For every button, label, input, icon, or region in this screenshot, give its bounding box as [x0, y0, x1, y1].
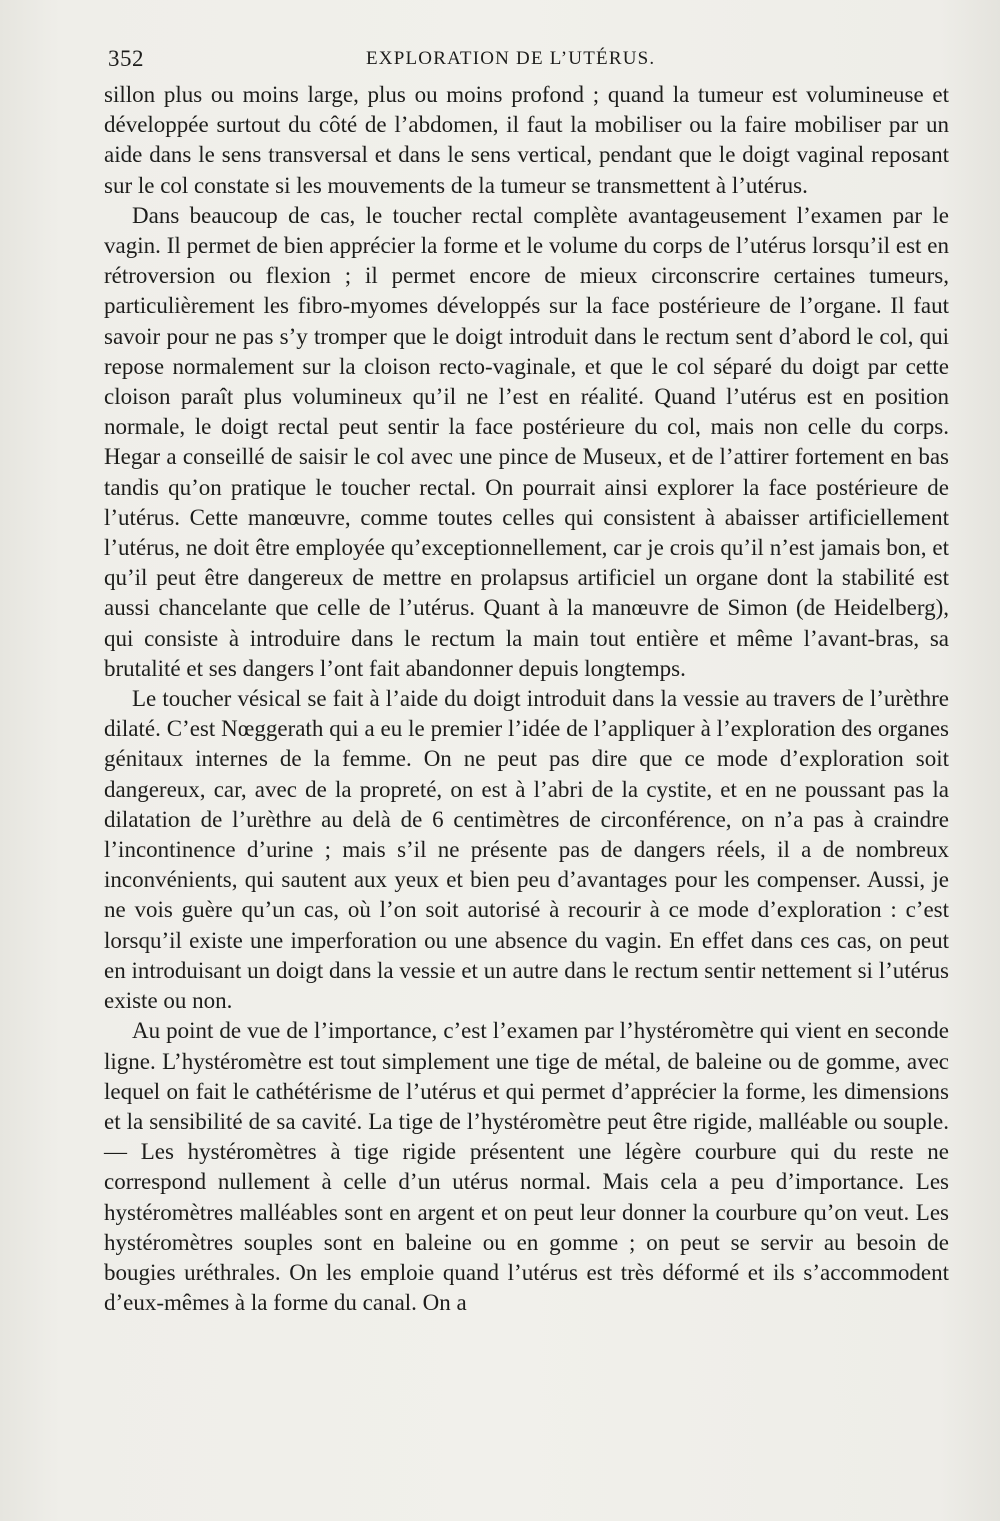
paragraph-vesical-exam: Le toucher vésical se fait à l’aide du doigt introduit dans la vessie au travers de l’urèthre dilaté. C’est Nœggerath qui a eu le premier l’idée de l’appliquer à l’exploration des organes génitaux internes de la femme. On ne peut pas dire que ce mode d’exploration soit dangereux, car, avec de la propreté, on est à l’abri de la cystite, et en ne poussant pas la dilatation de l’urèthre au delà de 6 centimètres de circonférence, on n’a pas à craindre l’incontinence d’urine ; mais s’il ne présente pas de dangers réels, il a de nombreux inconvénients, qui sautent aux yeux et bien peu d’avantages pour les compenser. Aussi, je ne vois guère qu’un cas, où l’on soit autorisé à recourir à ce mode d’exploration : c’est lorsqu’il existe une imperforation ou une absence du vagin. En effet dans ces cas, on peut en introduisant un doigt dans la vessie et un autre dans le rectum sentir nettement si l’utérus existe ou non.: [104, 686, 949, 1014]
page-header: [108, 46, 948, 76]
running-head: EXPLORATION DE L’UTÉRUS.: [366, 48, 656, 69]
page-number: 352: [108, 46, 144, 71]
paragraph-rectal-exam: Dans beaucoup de cas, le toucher rectal complète avantageusement l’examen par le vagin. Il permet de bien apprécier la forme et le volume du corps de l’utérus lorsqu’il est en rétroversion ou flexion ; il permet encore de mieux circonscrire certaines tumeurs, particulièrement les fibro-myomes développés sur la face postérieure de l’organe. Il faut savoir pour ne pas s’y tromper que le doigt introduit dans le rectum sent d’abord le col, qui repose normalement sur la cloison recto-vaginale, et que le col séparé du doigt par cette cloison paraît plus volumineux qu’il ne l’est en réalité. Quand l’utérus est en position normale, le doigt rectal peut sentir la face postérieure du col, mais non celle du corps. Hegar a conseillé de saisir le col avec une pince de Museux, et de l’attirer fortement en bas tandis qu’on pratique le toucher rectal. On pourrait ainsi explorer la face postérieure de l’utérus. Cette manœuvre, comme toutes celles qui consistent à abaisser artificiellement l’utérus, ne doit être employée qu’exceptionnellement, car je crois qu’il n’est jamais bon, et qu’il peut être dangereux de mettre en prolapsus artificiel un organe dont la stabilité est aussi chancelante que celle de l’utérus. Quant à la manœuvre de Simon (de Heidelberg), qui consiste à introduire dans le rectum la main tout entière et même l’avant-bras, sa brutalité et ses dangers l’ont fait abandonner depuis longtemps.: [104, 202, 949, 681]
paragraph-hysterometer: Au point de vue de l’importance, c’est l’examen par l’hystéromètre qui vient en seconde ligne. L’hystéromètre est tout simplement une tige de métal, de baleine ou de gomme, avec lequel on fait le cathétérisme de l’utérus et qui permet d’apprécier la forme, les dimensions et la sensibilité de sa cavité. La tige de l’hystéromètre peut être rigide, malléable ou souple. — Les hystéromètres à tige rigide présentent une légère courbure qui du reste ne correspond nullement à celle d’un utérus normal. Mais cela a peu d’importance. Les hystéromètres malléables sont en argent et on peut leur donner la courbure qu’on veut. Les hystéromètres souples sont en baleine ou en gomme ; on peut se servir au besoin de bougies uréthrales. On les emploie quand l’utérus est très déformé et ils s’accommodent d’eux-mêmes à la forme du canal. On a: [104, 1018, 949, 1316]
paragraph-continuation: sillon plus ou moins large, plus ou moins profond ; quand la tumeur est volumineuse et développée surtout du côté de l’abdomen, il faut la mobiliser ou la faire mobiliser par un aide dans le sens transversal et dans le sens vertical, pendant que le doigt vaginal reposant sur le col constate si les mouvements de la tumeur se transmettent à l’utérus.: [104, 82, 949, 198]
body-text: [104, 80, 949, 1318]
